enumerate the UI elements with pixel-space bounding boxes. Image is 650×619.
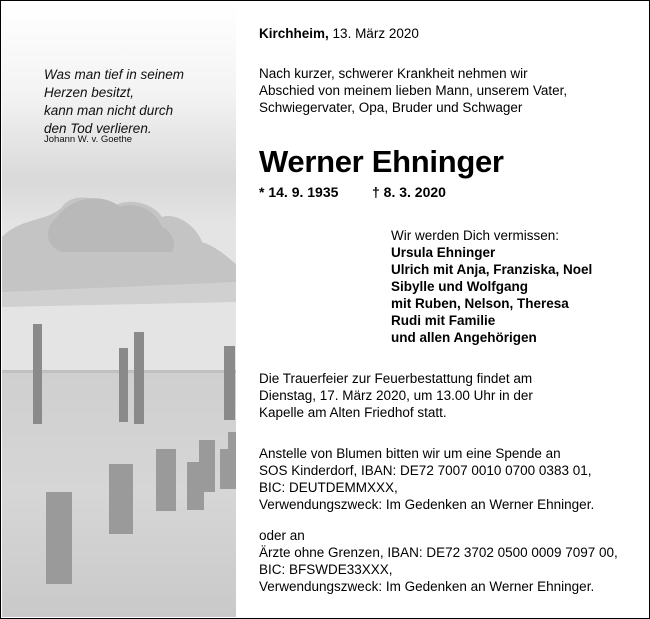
- intro-line: Abschied von meinem lieben Mann, unserem Vater,: [259, 83, 568, 98]
- service-line: Dienstag, 17. März 2020, um 13.00 Uhr in der: [259, 388, 533, 403]
- mourner-name: Sibylle und Wolfgang: [391, 279, 528, 294]
- goethe-quote: [44, 66, 234, 138]
- mourners-block: [391, 227, 592, 346]
- place-date: [259, 25, 419, 42]
- service-line: Die Trauerfeier zur Feuerbestattung findet am: [259, 371, 533, 386]
- donation-line: Verwendungszweck: Im Gedenken an Werner Ehninger.: [259, 497, 595, 512]
- donation-line: oder an: [259, 528, 305, 543]
- place: Kirchheim,: [259, 26, 329, 41]
- mourner-name: Ulrich mit Anja, Franziska, Noel: [391, 262, 593, 277]
- quote-line: Herzen besitzt,: [44, 85, 135, 100]
- mourner-name: mit Ruben, Nelson, Theresa: [391, 296, 569, 311]
- date: 13. März 2020: [332, 26, 419, 41]
- intro-line: Nach kurzer, schwerer Krankheit nehmen wir: [259, 66, 528, 81]
- donation-aerzte: [259, 527, 618, 595]
- mourner-name: Ursula Ehninger: [391, 245, 496, 260]
- donation-line: Verwendungszweck: Im Gedenken an Werner Ehninger.: [259, 579, 595, 594]
- donation-line: BIC: BFSWDE33XXX,: [259, 562, 393, 577]
- donation-line: Anstelle von Blumen bitten wir um eine Spende an: [259, 446, 561, 461]
- quote-line: den Tod verlieren.: [44, 121, 152, 136]
- donation-sos: [259, 445, 594, 513]
- birth-date: * 14. 9. 1935: [259, 184, 339, 200]
- donation-line: BIC: DEUTDEMMXXX,: [259, 480, 398, 495]
- service-line: Kapelle am Alten Friedhof statt.: [259, 405, 447, 420]
- funeral-service-text: [259, 370, 533, 421]
- deceased-name: Werner Ehninger: [259, 144, 504, 179]
- quote-line: Was man tief in seinem: [44, 67, 185, 82]
- donation-line: SOS Kinderdorf, IBAN: DE72 7007 0010 0700 0383 01,: [259, 463, 592, 478]
- mourner-name: Rudi mit Familie: [391, 313, 496, 328]
- intro-text: [259, 65, 567, 116]
- quote-author: Johann W. v. Goethe: [44, 134, 133, 145]
- mourner-name: und allen Angehörigen: [391, 330, 537, 345]
- mourners-heading: Wir werden Dich vermissen:: [391, 228, 560, 243]
- intro-line: Schwiegervater, Opa, Bruder und Schwager: [259, 100, 523, 115]
- quote-line: kann man nicht durch: [44, 103, 174, 118]
- donation-line: Ärzte ohne Grenzen, IBAN: DE72 3702 0500 0009 7097 00,: [259, 545, 618, 560]
- death-date: † 8. 3. 2020: [372, 184, 446, 200]
